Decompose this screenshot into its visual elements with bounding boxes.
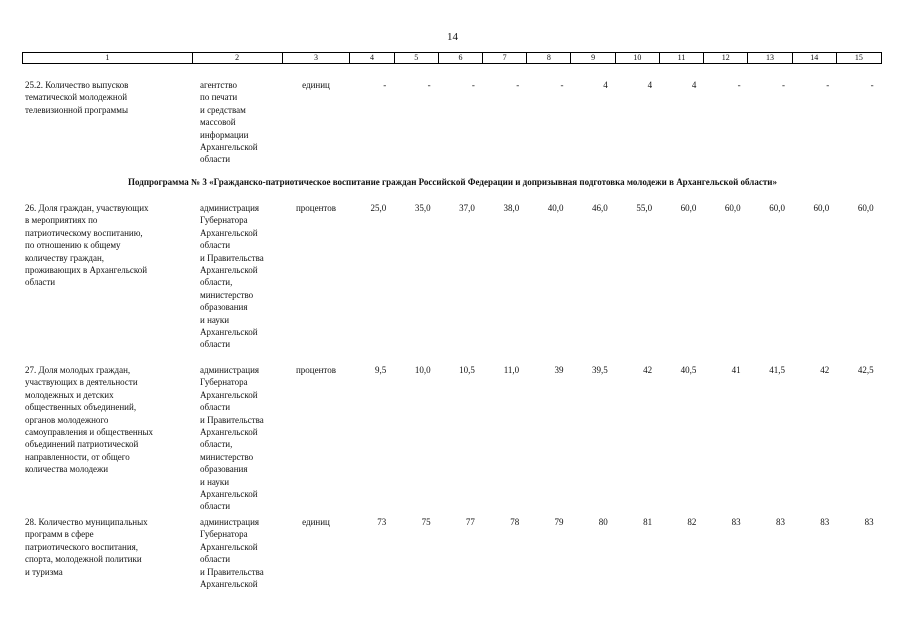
header-col-8: 8 — [527, 53, 571, 63]
value-cell: 41,5 — [769, 365, 785, 375]
header-col-15: 15 — [854, 53, 863, 62]
table-row — [22, 202, 882, 351]
value-cell: 79 — [554, 517, 564, 527]
value-cell: 82 — [687, 517, 697, 527]
table-row — [22, 364, 882, 513]
header-col-4: 4 — [350, 53, 394, 63]
responsible-org: агентство по печати и средствам массовой информации Архангельской области — [200, 80, 258, 165]
value-cell: 39,5 — [592, 365, 608, 375]
value-cell: 35,0 — [414, 203, 431, 213]
value-cell: 37,0 — [459, 203, 475, 213]
indicator-name: 26. Доля граждан, участвующих в мероприятиях по патриотическому воспитанию, по отношению к общему количеству граждан, проживающих в Архангельской области — [25, 203, 149, 288]
value-cell: 60,0 — [857, 203, 874, 213]
value-cell: 10,5 — [459, 365, 475, 375]
value-cell: 9,5 — [375, 365, 387, 375]
unit: единиц — [302, 517, 330, 527]
page-number: 14 — [447, 31, 458, 43]
unit: процентов — [295, 365, 336, 375]
unit: единиц — [302, 80, 330, 90]
value-cell: 60,0 — [813, 203, 830, 213]
value-cell: 80 — [598, 517, 608, 527]
value-cell: 42 — [643, 365, 653, 375]
subprogram-heading: Подпрограмма № 3 «Гражданско-патриотическое воспитание граждан Российской Федерации и допризывная подготовка молодежи в Архангельской области» — [128, 177, 777, 187]
value-cell: 4 — [691, 80, 697, 90]
value-cell: 73 — [377, 517, 387, 527]
value-cell: 83 — [775, 517, 785, 527]
header-col-5: 5 — [395, 53, 439, 63]
header-col-9: 9 — [571, 53, 615, 63]
value-cell: 75 — [421, 517, 431, 527]
value-cell: - — [427, 80, 431, 90]
value-cell: 40,0 — [547, 203, 564, 213]
value-cell: 42 — [820, 365, 830, 375]
indicator-name: 25.2. Количество выпусков тематической молодежной телевизионной программы — [25, 80, 129, 115]
value-cell: 40,5 — [680, 365, 697, 375]
value-cell: - — [737, 80, 741, 90]
value-cell: 10,0 — [414, 365, 431, 375]
value-cell: 81 — [643, 517, 653, 527]
table-header — [22, 52, 882, 64]
header-col-2: 2 — [193, 53, 283, 63]
value-cell: 83 — [820, 517, 830, 527]
header-col-7: 7 — [483, 53, 527, 63]
value-cell: 60,0 — [769, 203, 785, 213]
value-cell: 55,0 — [636, 203, 653, 213]
value-cell: 38,0 — [503, 203, 520, 213]
value-cell: 83 — [731, 517, 741, 527]
header-col-1: 1 — [23, 53, 193, 63]
value-cell: - — [781, 80, 785, 90]
responsible-org: администрация Губернатора Архангельской области и Правительства Архангельской области, министерство образования и науки Архангельской области — [200, 365, 264, 512]
value-cell: 39 — [554, 365, 564, 375]
value-cell: 11,0 — [503, 365, 520, 375]
value-cell: 46,0 — [592, 203, 608, 213]
responsible-org: администрация Губернатора Архангельской области и Правительства Архангельской области, министерство образования и науки Архангельской области — [200, 203, 264, 350]
header-col-14: 14 — [793, 53, 837, 63]
value-cell: 78 — [510, 517, 520, 527]
header-col-12: 12 — [704, 53, 748, 63]
indicator-name: 27. Доля молодых граждан, участвующих в деятельности молодежных и детских общественных объединений, органов молодежного самоуправления и общественных объединений патриотической направленности, от общего количества молодежи — [25, 365, 153, 475]
header-col-3: 3 — [283, 53, 351, 63]
value-cell: 42,5 — [857, 365, 874, 375]
table-row — [22, 79, 882, 166]
value-cell: 77 — [465, 517, 475, 527]
value-cell: - — [516, 80, 520, 90]
value-cell: - — [383, 80, 387, 90]
value-cell: 4 — [647, 80, 653, 90]
value-cell: 41 — [731, 365, 741, 375]
header-col-13: 13 — [748, 53, 792, 63]
header-col-6: 6 — [439, 53, 483, 63]
responsible-org: администрация Губернатора Архангельской области и Правительства Архангельской — [200, 517, 264, 590]
table-row — [22, 516, 882, 590]
value-cell: 25,0 — [370, 203, 387, 213]
unit: процентов — [295, 203, 336, 213]
value-cell: - — [826, 80, 830, 90]
header-col-10: 10 — [616, 53, 660, 63]
value-cell: 4 — [603, 80, 608, 90]
header-col-11: 11 — [660, 53, 704, 63]
value-cell: 60,0 — [724, 203, 741, 213]
value-cell: - — [870, 80, 874, 90]
value-cell: 60,0 — [680, 203, 697, 213]
indicator-name: 28. Количество муниципальных программ в сфере патриотического воспитания, спорта, молодежной политики и туризма — [25, 517, 148, 577]
value-cell: 83 — [864, 517, 874, 527]
value-cell: - — [471, 80, 475, 90]
value-cell: - — [560, 80, 564, 90]
